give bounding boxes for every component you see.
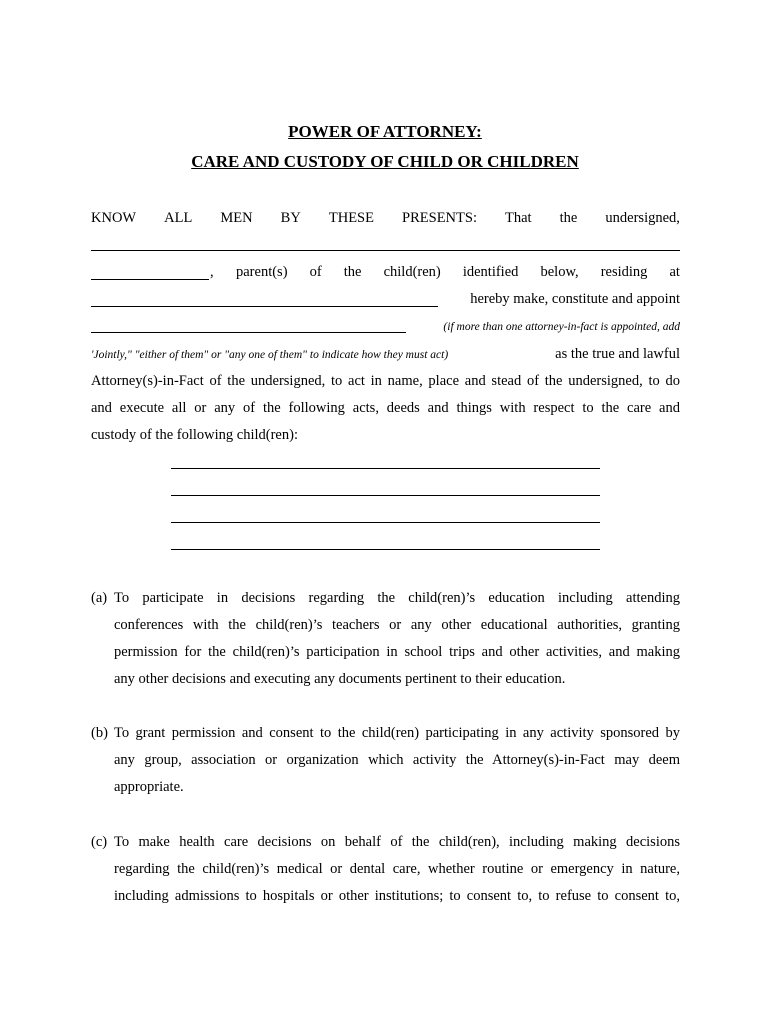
- word: residing: [600, 264, 648, 280]
- child-name-blank-1[interactable]: [171, 468, 600, 469]
- word: parent(s): [236, 264, 288, 280]
- document-subtitle: CARE AND CUSTODY OF CHILD OR CHILDREN: [191, 152, 579, 171]
- word: the: [343, 264, 362, 280]
- word: undersigned,: [605, 210, 680, 226]
- multiple-attorney-note-cont: 'Jointly," "either of them" or "any one of them" to indicate how they must act): [91, 349, 449, 361]
- word: of: [309, 264, 322, 280]
- word: THESE: [328, 210, 374, 226]
- child-name-blank-3[interactable]: [171, 522, 600, 523]
- comma: ,: [210, 264, 214, 280]
- word: the: [559, 210, 578, 226]
- clause-a-line: any other decisions and executing any documents pertinent to their education.: [114, 671, 566, 687]
- clause-c-line: including admissions to hospitals or other institutions; to consent to, to refuse to consent to,: [114, 888, 680, 904]
- appoint-text: hereby make, constitute and appoint: [470, 291, 680, 307]
- undersigned-name-blank[interactable]: [91, 250, 680, 251]
- clause-c-line: regarding the child(ren)’s medical or dental care, whether routine or emergency in nature,: [114, 861, 680, 877]
- undersigned-name-blank-2[interactable]: [91, 279, 209, 280]
- word: below,: [540, 264, 579, 280]
- custody-line: custody of the following child(ren):: [91, 427, 298, 443]
- clause-a-line: permission for the child(ren)’s participation in school trips and other activities, and making: [114, 644, 680, 660]
- clause-a-marker: (a): [91, 590, 108, 606]
- clause-a-line: conferences with the child(ren)’s teachers or any other educational authorities, granting: [114, 617, 680, 633]
- clause-c-line: To make health care decisions on behalf of the child(ren), including making decisions: [114, 834, 680, 850]
- clause-a-line: To participate in decisions regarding the child(ren)’s education including attending: [114, 590, 680, 606]
- residence-blank[interactable]: [91, 306, 438, 307]
- document-title: POWER OF ATTORNEY:: [288, 122, 482, 141]
- word: BY: [280, 210, 301, 226]
- child-name-blank-4[interactable]: [171, 549, 600, 550]
- clause-c-marker: (c): [91, 834, 108, 850]
- attorney-in-fact-blank[interactable]: [91, 332, 406, 333]
- true-lawful-text: as the true and lawful: [555, 346, 680, 362]
- intro-know-line: [91, 210, 680, 227]
- note-continuation-line: [91, 346, 680, 363]
- clause-b-marker: (b): [91, 725, 108, 741]
- clause-b-line: any group, association or organization which activity the Attorney(s)-in-Fact may deem: [114, 752, 680, 768]
- clause-b-line: To grant permission and consent to the child(ren) participating in any activity sponsored by: [114, 725, 680, 741]
- word: KNOW: [91, 210, 137, 226]
- word: child(ren): [383, 264, 441, 280]
- multiple-attorney-note: (if more than one attorney-in-fact is appointed, add: [443, 321, 680, 333]
- word: identified: [462, 264, 519, 280]
- child-name-blank-2[interactable]: [171, 495, 600, 496]
- word: PRESENTS:: [402, 210, 477, 226]
- intro-parents-line: [236, 264, 680, 281]
- clause-b-line: appropriate.: [114, 779, 184, 795]
- execute-line: and execute all or any of the following acts, deeds and things with respect to the care and: [91, 400, 680, 416]
- word: That: [505, 210, 532, 226]
- word: at: [669, 264, 680, 280]
- word: MEN: [220, 210, 253, 226]
- attorney-line: Attorney(s)-in-Fact of the undersigned, to act in name, place and stead of the undersigned, to do: [91, 373, 680, 389]
- word: ALL: [164, 210, 193, 226]
